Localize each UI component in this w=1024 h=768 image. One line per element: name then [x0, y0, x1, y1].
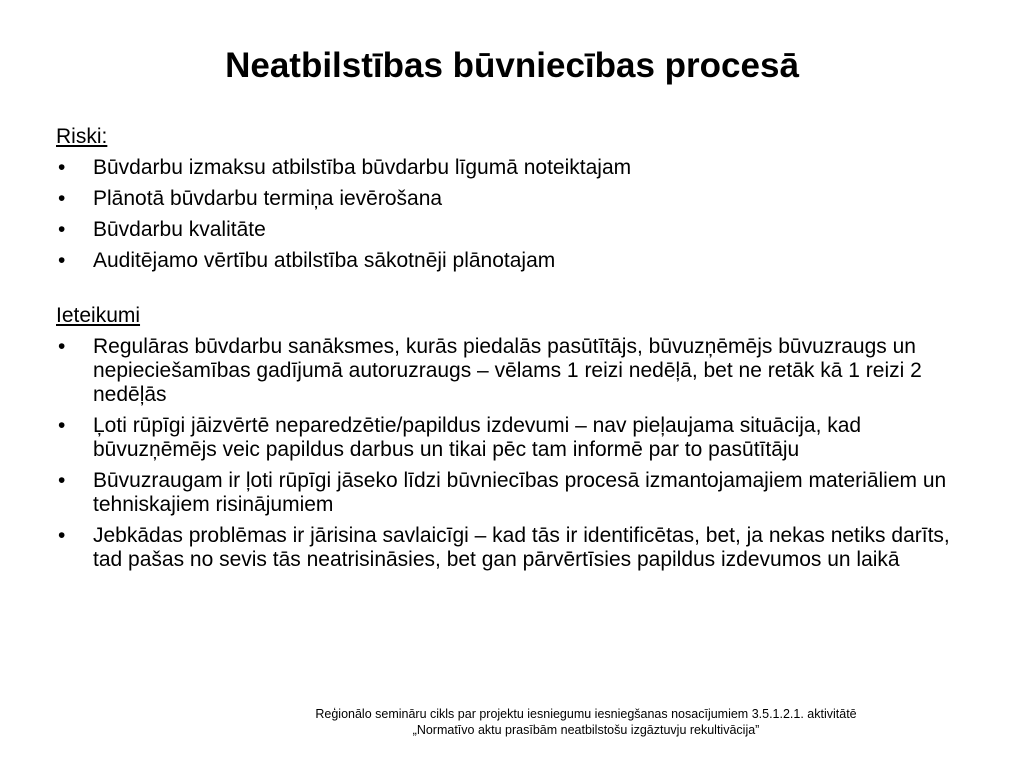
- recommendations-list: [56, 335, 956, 572]
- list-item: [56, 156, 956, 180]
- bullet-icon: •: [58, 249, 66, 272]
- list-item: [56, 524, 956, 572]
- bullet-icon: •: [58, 335, 66, 358]
- risk-item-text: Auditējamo vērtību atbilstība sākotnēji plānotajam: [93, 249, 556, 272]
- section-spacer: [56, 280, 956, 304]
- footer-line-1: Reģionālo semināru cikls par projektu iesniegumu iesniegšanas nosacījumiem 3.5.1.2.1. aktivitātē: [315, 707, 857, 721]
- bullet-icon: •: [58, 156, 66, 179]
- list-item: [56, 218, 956, 242]
- recommendation-item-text: Ļoti rūpīgi jāizvērtē neparedzētie/papildus izdevumi – nav pieļaujama situācija, kad būvuzņēmējs veic papildus darbus un tikai pēc tam informē par to pasūtītāju: [93, 414, 862, 461]
- slide-content: [56, 125, 956, 579]
- list-item: [56, 249, 956, 273]
- recommendations-heading: Ieteikumi: [56, 304, 141, 327]
- bullet-icon: •: [58, 524, 66, 547]
- bullet-icon: •: [58, 469, 66, 492]
- slide-footer: [200, 706, 972, 738]
- recommendation-item-text: Regulāras būvdarbu sanāksmes, kurās piedalās pasūtītājs, būvuzņēmējs būvuzraugs un nepieciešamības gadījumā autoruzraugs – vēlams 1 reizi nedēļā, bet ne retāk kā 1 reizi 2 nedēļās: [93, 335, 922, 406]
- slide-title: Neatbilstības būvniecības procesā: [225, 46, 799, 85]
- bullet-icon: •: [58, 218, 66, 241]
- risk-item-text: Būvdarbu izmaksu atbilstība būvdarbu līgumā noteiktajam: [93, 156, 632, 179]
- list-item: [56, 414, 956, 462]
- risk-item-text: Plānotā būvdarbu termiņa ievērošana: [93, 187, 443, 210]
- bullet-icon: •: [58, 187, 66, 210]
- risks-heading: Riski:: [56, 125, 108, 148]
- footer-line-2: „Normatīvo aktu prasībām neatbilstošu izgāztuvju rekultivācija”: [412, 723, 760, 737]
- risk-item-text: Būvdarbu kvalitāte: [93, 218, 266, 241]
- list-item: [56, 187, 956, 211]
- list-item: [56, 335, 956, 407]
- bullet-icon: •: [58, 414, 66, 437]
- recommendation-item-text: Būvuzraugam ir ļoti rūpīgi jāseko līdzi būvniecības procesā izmantojamajiem materiāliem un tehniskajiem risinājumiem: [93, 469, 947, 516]
- recommendation-item-text: Jebkādas problēmas ir jārisina savlaicīgi – kad tās ir identificētas, bet, ja nekas netiks darīts, tad pašas no sevis tās neatrisināsies, bet gan pārvērtīsies papildus izdevumos un laikā: [93, 524, 950, 571]
- risks-list: [56, 156, 956, 273]
- list-item: [56, 469, 956, 517]
